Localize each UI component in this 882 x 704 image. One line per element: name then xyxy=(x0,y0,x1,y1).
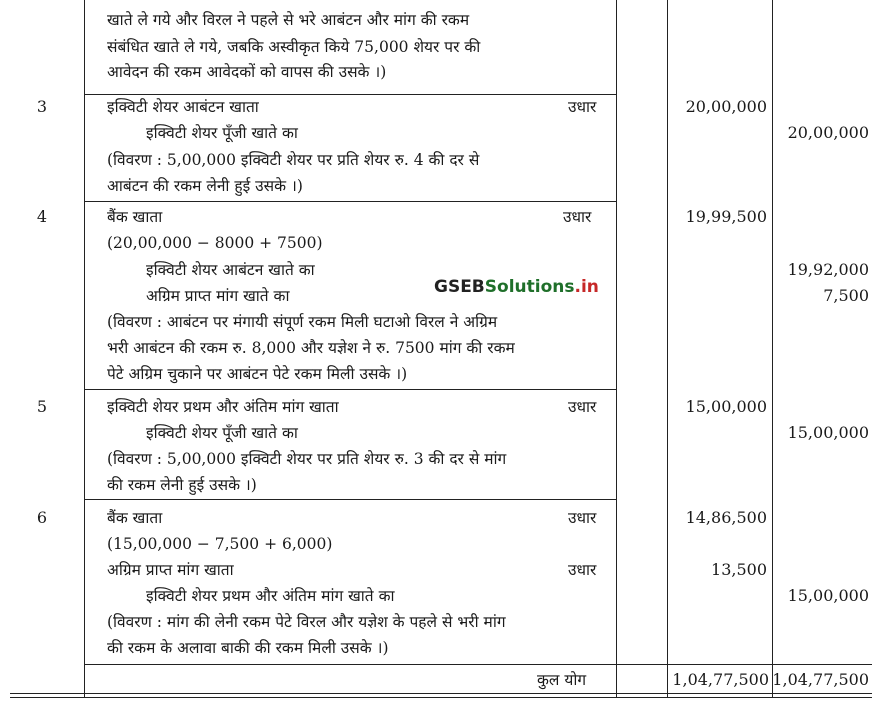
total-debit: 1,04,77,500 xyxy=(672,670,769,689)
rule-row-6 xyxy=(84,499,617,500)
working-line: (20,00,000 − 8000 + 7500) xyxy=(107,234,323,252)
debit-account: अग्रिम प्राप्त मांग खाता xyxy=(107,561,234,579)
narration-line: (विवरण : मांग की लेनी रकम पेटे विरल और यज्ञेश के पहले से भरी मांग xyxy=(107,613,506,631)
debit-account: बैंक खाता xyxy=(107,509,163,527)
credit-amount: 19,92,000 xyxy=(787,260,869,279)
debit-label: उधार xyxy=(568,398,597,416)
entry-number: 3 xyxy=(36,97,48,116)
total-credit: 1,04,77,500 xyxy=(772,670,869,689)
credit-amount: 15,00,000 xyxy=(787,586,869,605)
debit-amount: 14,86,500 xyxy=(685,508,767,527)
watermark-part: .in xyxy=(574,277,599,297)
debit-label: उधार xyxy=(568,509,597,527)
credit-account: इक्विटी शेयर पूँजी खाते का xyxy=(146,424,298,442)
credit-account: अग्रिम प्राप्त मांग खाते का xyxy=(146,287,290,305)
debit-label: उधार xyxy=(568,561,597,579)
rule-particulars-right xyxy=(616,0,617,697)
debit-account: बैंक खाता xyxy=(107,208,163,226)
debit-amount: 19,99,500 xyxy=(685,207,767,226)
debit-amount: 20,00,000 xyxy=(685,97,767,116)
rule-row-3 xyxy=(84,94,617,95)
debit-amount: 15,00,000 xyxy=(685,397,767,416)
watermark-part: Solutions xyxy=(484,277,575,297)
rule-total-bottom-2 xyxy=(10,697,872,698)
total-label: कुल योग xyxy=(537,671,587,689)
debit-amount: 13,500 xyxy=(711,560,767,579)
debit-account: इक्विटी शेयर आबंटन खाता xyxy=(107,98,259,116)
rule-row-4 xyxy=(84,201,617,202)
narration-line: भरी आबंटन की रकम रु. 8,000 और यज्ञेश ने रु. 7500 मांग की रकम xyxy=(107,339,515,357)
credit-amount: 20,00,000 xyxy=(787,123,869,142)
continuation-line: खाते ले गये और विरल ने पहले से भरे आबंटन और मांग की रकम xyxy=(107,11,470,29)
credit-amount: 7,500 xyxy=(823,286,869,305)
credit-amount: 15,00,000 xyxy=(787,423,869,442)
credit-account: इक्विटी शेयर पूँजी खाते का xyxy=(146,124,298,142)
credit-account: इक्विटी शेयर आबंटन खाते का xyxy=(146,261,315,279)
narration-line: (विवरण : 5,00,000 इक्विटी शेयर पर प्रति शेयर रु. 4 की दर से xyxy=(107,151,480,169)
narration-line: की रकम लेनी हुई उसके ।) xyxy=(107,476,257,494)
rule-left xyxy=(84,0,85,697)
narration-line: आबंटन की रकम लेनी हुई उसके ।) xyxy=(107,177,303,195)
narration-line: की रकम के अलावा बाकी की रकम मिली उसके ।) xyxy=(107,639,389,657)
rule-total-bottom-1 xyxy=(10,693,872,694)
narration-line: (विवरण : आबंटन पर मंगायी संपूर्ण रकम मिली घटाओ विरल ने अग्रिम xyxy=(107,313,498,331)
narration-line: (विवरण : 5,00,000 इक्विटी शेयर पर प्रति शेयर रु. 3 की दर से मांग xyxy=(107,450,507,468)
rule-lf-right xyxy=(667,0,668,697)
continuation-line: संबंधित खाते ले गये, जबकि अस्वीकृत किये 75,000 शेयर पर की xyxy=(107,38,481,56)
entry-number: 6 xyxy=(36,508,48,527)
entry-number: 5 xyxy=(36,397,48,416)
rule-debit-right xyxy=(772,0,773,697)
debit-account: इक्विटी शेयर प्रथम और अंतिम मांग खाता xyxy=(107,398,339,416)
working-line: (15,00,000 − 7,500 + 6,000) xyxy=(107,535,333,553)
debit-label: उधार xyxy=(563,208,592,226)
debit-label: उधार xyxy=(568,98,597,116)
rule-row-5 xyxy=(84,389,617,390)
watermark-part: GSEB xyxy=(434,277,485,297)
entry-number: 4 xyxy=(36,207,48,226)
rule-total-top xyxy=(84,664,872,665)
credit-account: इक्विटी शेयर प्रथम और अंतिम मांग खाते का xyxy=(146,587,395,605)
watermark-logo xyxy=(434,277,599,297)
continuation-line: आवेदन की रकम आवेदकों को वापस की उसके ।) xyxy=(107,63,387,81)
narration-line: पेटे अग्रिम चुकाने पर आबंटन पेटे रकम मिली उसके ।) xyxy=(107,365,408,383)
